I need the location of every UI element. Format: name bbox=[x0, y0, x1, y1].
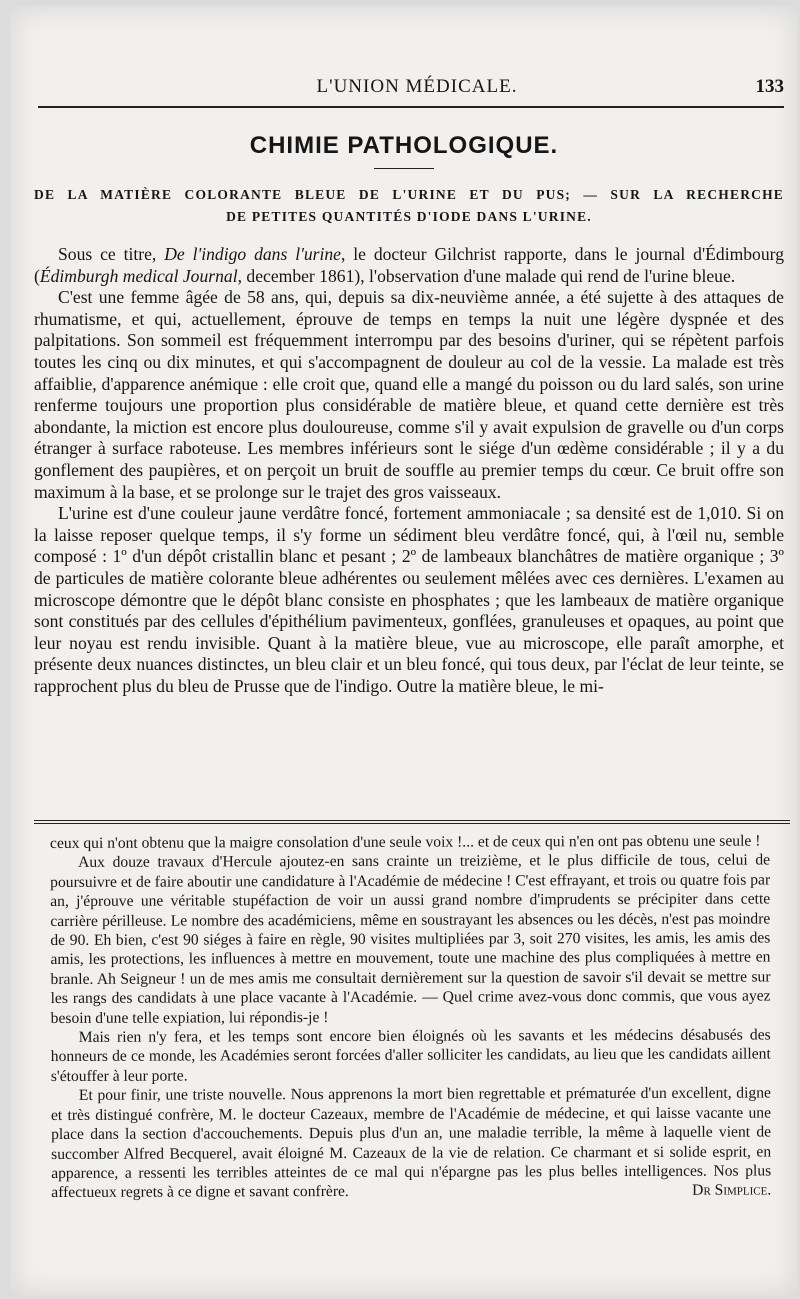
page-number: 133 bbox=[755, 76, 784, 97]
journal-title: Édimburgh medical Journal bbox=[39, 265, 238, 286]
article-body bbox=[34, 244, 784, 697]
feuilleton-paragraph-2: Aux douze travaux d'Hercule ajoutez-en sans crainte un treizième, et le plus difficile de tous, celui de poursuivre et de faire aboutir une candidature à l'Académie de médecine ! C'est effrayant, et trois ou quatre fois par an, j'éprouve une véritable stupéfaction de voir un aussi grand nombre d'imprudents se précipiter dans cette carrière périlleuse. Le nombre des académiciens, même en soustrayant les absences ou les décès, n'est pas moindre de 90. Eh bien, c'est 90 siéges à faire en règle, 90 visites multipliées par 3, soit 270 visites, les amis, les amis des amis, les protections, les influences à mettre en mouvement, toute une machine des plus compliquées à mettre en branle. Ah Seigneur ! un de mes amis me consultait dernièrement sur la question de savoir s'il devait se mettre sur les rangs des candidats à une place vacante à l'Académie. — Quel crime avez-vous donc commis, que vous ayez besoin d'une telle expiation, lui répondis-je ! bbox=[50, 851, 771, 1027]
feuilleton-paragraph-3: Mais rien n'y fera, et les temps sont encore bien éloignés où les savants et les médecins désabusés des honneurs de ce monde, les Académies seront forcées d'aller solliciter les candidats, au lieu que les candidats aillent s'étouffer à leur porte. bbox=[50, 1026, 771, 1085]
journal-page bbox=[10, 6, 798, 1296]
article-subtitle bbox=[34, 184, 784, 228]
section-title: CHIMIE PATHOLOGIQUE. bbox=[249, 132, 559, 159]
article-paragraph-1 bbox=[34, 244, 784, 287]
p1-middle: , le docteur Gilchrist rapporte, dans le journal d'Édimbourg ( bbox=[34, 244, 784, 286]
work-title: De l'indigo dans l'urine bbox=[164, 244, 341, 264]
article-paragraph-3: L'urine est d'une couleur jaune verdâtre foncé, fortement ammoniacale ; sa densité est de 1,010. Si on la laisse reposer quelque temps, il s'y forme un sédiment bleu verdâtre foncé, qui, à l'œil nu, semble composé : 1º d'un dépôt cristallin blanc et pesant ; 2º de lambeaux blanchâtres de matière organique ; 3º de particules de matière colorante bleue adhérentes ou seulement mêlées avec ces dernières. L'examen au microscope démontre que le dépôt blanc consiste en phosphates ; que les lambeaux de matière organique sont constitués par des cellules d'épithélium pavimenteux, gonflées, granuleuses et opaques, au point que leur noyau est rendu invisible. Quant à la matière bleue, vue au microscope, elle paraît amorphe, et présente deux nuances distinctes, un bleu clair et un bleu foncé, qui tous deux, par l'éclat de leur teinte, se rapprochent plus du bleu de Prusse que de l'indigo. Outre la matière bleue, le mi- bbox=[34, 503, 784, 696]
p1-after: , december 1861), l'observation d'une malade qui rend de l'urine bleue. bbox=[237, 265, 736, 286]
title-rule bbox=[374, 168, 434, 169]
article-paragraph-2: C'est une femme âgée de 58 ans, qui, depuis sa dix-neuvième année, a été sujette à des attaques de rhumatisme, et qui, actuellement, éprouve de temps en temps la nuit une légère dyspnée et des palpitations. Son sommeil est fréquemment interrompu par des besoins d'uriner, qui se répètent parfois toutes les cinq ou dix minutes, et qui s'accompagnent de douleur au col de la vessie. La malade est très affaiblie, d'apparence anémique : elle croit que, quand elle a mangé du poisson ou du lard salés, son urine renferme toujours une proportion plus considérable de matière bleue, et quand cette dernière est très abondante, la miction est encore plus douloureuse, comme s'il y avait expulsion de gravelle ou d'un corps étranger à surface raboteuse. Les membres inférieurs sont le siége d'un œdème considérable ; il y a du gonflement des paupières, et on perçoit un bruit de souffle au premier temps du cœur. Ce bruit offre son maximum à la base, et se prolonge sur le trajet des gros vaisseaux. bbox=[34, 287, 784, 502]
header-rule bbox=[38, 106, 784, 108]
feuilleton-separator bbox=[34, 820, 790, 824]
subtitle-line-1: DE LA MATIÈRE COLORANTE BLEUE DE L'URINE ET DU PUS; — SUR LA RECHERCHE bbox=[34, 187, 784, 202]
feuilleton-body bbox=[50, 831, 771, 1202]
signature: Dr Simplice. bbox=[692, 1181, 772, 1200]
p1-before: Sous ce titre, bbox=[58, 244, 165, 264]
feuilleton-paragraph-4-text: Et pour finir, une triste nouvelle. Nous apprenons la mort bien regrettable et prématurée d'un excellent, digne et très distingué confrère, M. le docteur Cazeaux, membre de l'Académie de médecine, et qui laisse vacante une place dans la section d'accouchements. Depuis plus d'un an, une maladie terrible, la même à laquelle vient de succomber Alfred Becquerel, avait éloigné M. Cazeaux de la vie de relation. Ce charmant et si solide esprit, en apparence, a ressenti les terribles atteintes de ce mal qui n'épargne pas les plus belles intelligences. Nos plus affectueux regrets à ce digne et savant confrère. bbox=[50, 1084, 772, 1202]
running-title: L'UNION MÉDICALE. bbox=[316, 76, 518, 97]
subtitle-line-2: DE PETITES QUANTITÉS D'IODE DANS L'URINE. bbox=[226, 209, 592, 224]
feuilleton-paragraph-1: ceux qui n'ont obtenu que la maigre consolation d'une seule voix !... et de ceux qui n'en ont pas obtenu une seule ! bbox=[50, 832, 761, 852]
feuilleton-paragraph-4 bbox=[51, 1084, 771, 1203]
running-head bbox=[50, 76, 784, 106]
